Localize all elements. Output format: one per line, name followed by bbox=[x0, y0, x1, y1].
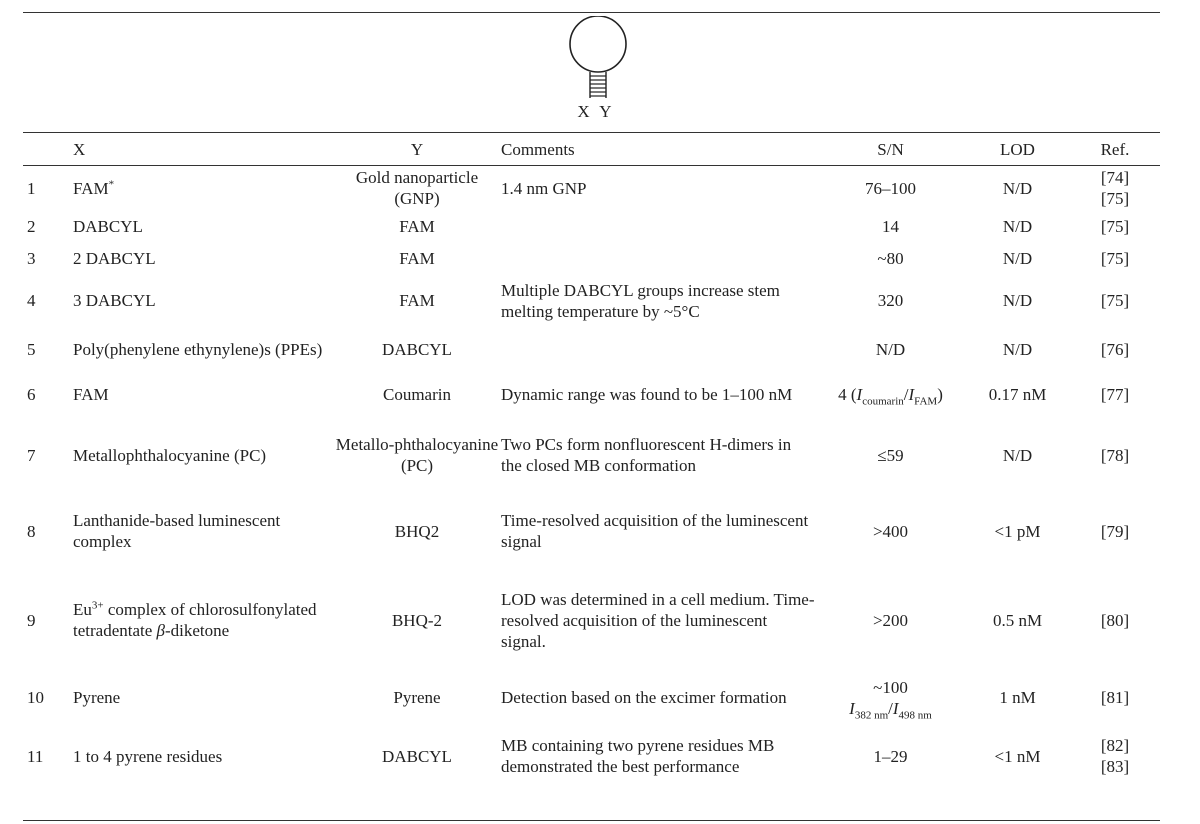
cell-comments: Detection based on the excimer formation bbox=[501, 688, 787, 707]
table-row bbox=[23, 210, 1160, 242]
cell-sn: N/D bbox=[875, 339, 906, 359]
table-row bbox=[23, 724, 1160, 788]
table-row bbox=[23, 493, 1160, 569]
header-row bbox=[23, 133, 1160, 166]
cell-comments: MB containing two pyrene residues MB demonstrated the best performance bbox=[501, 736, 775, 776]
cell-sn: 320 bbox=[877, 291, 904, 310]
cell-comments: Dynamic range was found to be 1–100 nM bbox=[501, 384, 793, 404]
row-number: 5 bbox=[27, 339, 36, 359]
cell-sn: 14 bbox=[882, 216, 899, 236]
cell-x: $Eu^{3+}$ complex of chlorosulfonylated tetradentate β-diketone bbox=[73, 599, 317, 640]
cell-comments bbox=[499, 327, 816, 371]
cell-sn: ~100 $I_{382 nm}/I_{498 nm}$ bbox=[849, 677, 932, 721]
cell-ref: [75] bbox=[1100, 216, 1130, 236]
cell-sn: >200 bbox=[872, 610, 909, 630]
cell-y: DABCYL bbox=[382, 339, 452, 359]
table-row bbox=[23, 166, 1160, 210]
row-number: 11 bbox=[27, 746, 44, 766]
row-number: 3 bbox=[27, 248, 36, 268]
figure-label: X Y bbox=[577, 102, 615, 121]
cell-comments: Time-resolved acquisition of the luminescent signal bbox=[501, 511, 809, 551]
cell-lod: N/D bbox=[1002, 216, 1033, 236]
table-row bbox=[23, 569, 1160, 671]
cell-comments bbox=[499, 242, 816, 274]
cell-ref: [76] bbox=[1100, 339, 1130, 359]
cell-ref: [75] bbox=[1100, 248, 1130, 268]
table-row bbox=[23, 274, 1160, 327]
cell-y: Pyrene bbox=[393, 688, 441, 707]
cell-x: DABCYL bbox=[73, 216, 143, 236]
data-table bbox=[23, 133, 1160, 788]
header-ref: Ref. bbox=[1100, 140, 1130, 159]
table-row bbox=[23, 327, 1160, 371]
cell-x: FAM* bbox=[73, 177, 115, 198]
cell-x: Lanthanide-based luminescent complex bbox=[73, 511, 281, 551]
header-number bbox=[23, 133, 73, 166]
cell-comments: Two PCs form nonfluorescent H-dimers in the closed MB conformation bbox=[501, 435, 792, 475]
cell-comments: LOD was determined in a cell medium. Time-resolved acquisition of the luminescent signal. bbox=[501, 589, 815, 651]
row-number: 4 bbox=[27, 291, 36, 310]
cell-lod: N/D bbox=[1002, 248, 1033, 268]
cell-ref: [82] [83] bbox=[1100, 736, 1130, 776]
cell-y: BHQ-2 bbox=[391, 610, 443, 630]
cell-x: Poly(phenylene ethynylene)s (PPEs) bbox=[73, 339, 323, 359]
cell-ref: [75] bbox=[1100, 291, 1130, 310]
cell-sn: 76–100 bbox=[865, 178, 916, 198]
row-number: 8 bbox=[27, 521, 36, 541]
cell-x: 2 DABCYL bbox=[73, 248, 156, 268]
row-number: 2 bbox=[27, 216, 36, 236]
header-y: Y bbox=[410, 140, 424, 159]
header-sn: S/N bbox=[877, 140, 904, 159]
row-number: 1 bbox=[27, 178, 36, 198]
cell-y: Metallo-phthalocyanine (PC) bbox=[335, 435, 499, 475]
cell-ref: [78] bbox=[1100, 445, 1130, 465]
cell-ref: [81] bbox=[1100, 688, 1130, 707]
cell-ref: [80] bbox=[1100, 610, 1130, 630]
bottom-rule bbox=[23, 820, 1160, 821]
cell-sn: ~80 bbox=[877, 248, 904, 268]
row-number: 10 bbox=[27, 688, 44, 707]
cell-ref: [77] bbox=[1100, 384, 1130, 404]
cell-sn: ≤59 bbox=[877, 445, 904, 465]
row-number: 7 bbox=[27, 445, 36, 465]
cell-x: Metallophthalocyanine (PC) bbox=[73, 445, 267, 465]
cell-comments: 1.4 nm GNP bbox=[501, 178, 587, 198]
top-rule bbox=[23, 12, 1160, 13]
row-number: 9 bbox=[27, 610, 36, 630]
cell-y: Coumarin bbox=[383, 384, 451, 404]
cell-y: FAM bbox=[399, 291, 435, 310]
header-lod: LOD bbox=[1000, 140, 1035, 159]
cell-comments bbox=[499, 210, 816, 242]
cell-lod: N/D bbox=[1002, 291, 1033, 310]
cell-x: 1 to 4 pyrene residues bbox=[73, 746, 223, 766]
table-row bbox=[23, 371, 1160, 417]
table-row bbox=[23, 242, 1160, 274]
cell-sn: 4 $(I_{coumarin}/I_{FAM})$ bbox=[838, 384, 943, 407]
cell-y: DABCYL bbox=[382, 746, 452, 766]
cell-lod: 1 nM bbox=[999, 688, 1036, 707]
row-number: 6 bbox=[27, 384, 36, 404]
cell-y: Gold nanoparticle (GNP) bbox=[355, 168, 479, 208]
cell-lod: 0.17 nM bbox=[988, 384, 1047, 404]
cell-sn: 1–29 bbox=[873, 746, 908, 766]
cell-lod: N/D bbox=[1002, 445, 1033, 465]
cell-lod: N/D bbox=[1002, 178, 1033, 198]
cell-x: 3 DABCYL bbox=[73, 291, 156, 310]
cell-lod: <1 pM bbox=[994, 521, 1041, 541]
cell-lod: 0.5 nM bbox=[992, 610, 1043, 630]
cell-y: FAM bbox=[399, 248, 435, 268]
cell-comments: Multiple DABCYL groups increase stem melting temperature by ~5°C bbox=[501, 280, 780, 321]
cell-ref: [74] [75] bbox=[1100, 168, 1130, 208]
header-x: X bbox=[73, 140, 86, 159]
cell-lod: N/D bbox=[1002, 339, 1033, 359]
cell-sn: >400 bbox=[872, 521, 909, 541]
header-comments: Comments bbox=[501, 140, 575, 159]
cell-x: FAM bbox=[73, 384, 109, 404]
cell-y: BHQ2 bbox=[394, 521, 440, 541]
cell-y: FAM bbox=[399, 216, 435, 236]
cell-ref: [79] bbox=[1100, 521, 1130, 541]
table-row bbox=[23, 417, 1160, 493]
table-row bbox=[23, 671, 1160, 724]
cell-x: Pyrene bbox=[73, 688, 121, 707]
cell-lod: <1 nM bbox=[994, 746, 1041, 766]
